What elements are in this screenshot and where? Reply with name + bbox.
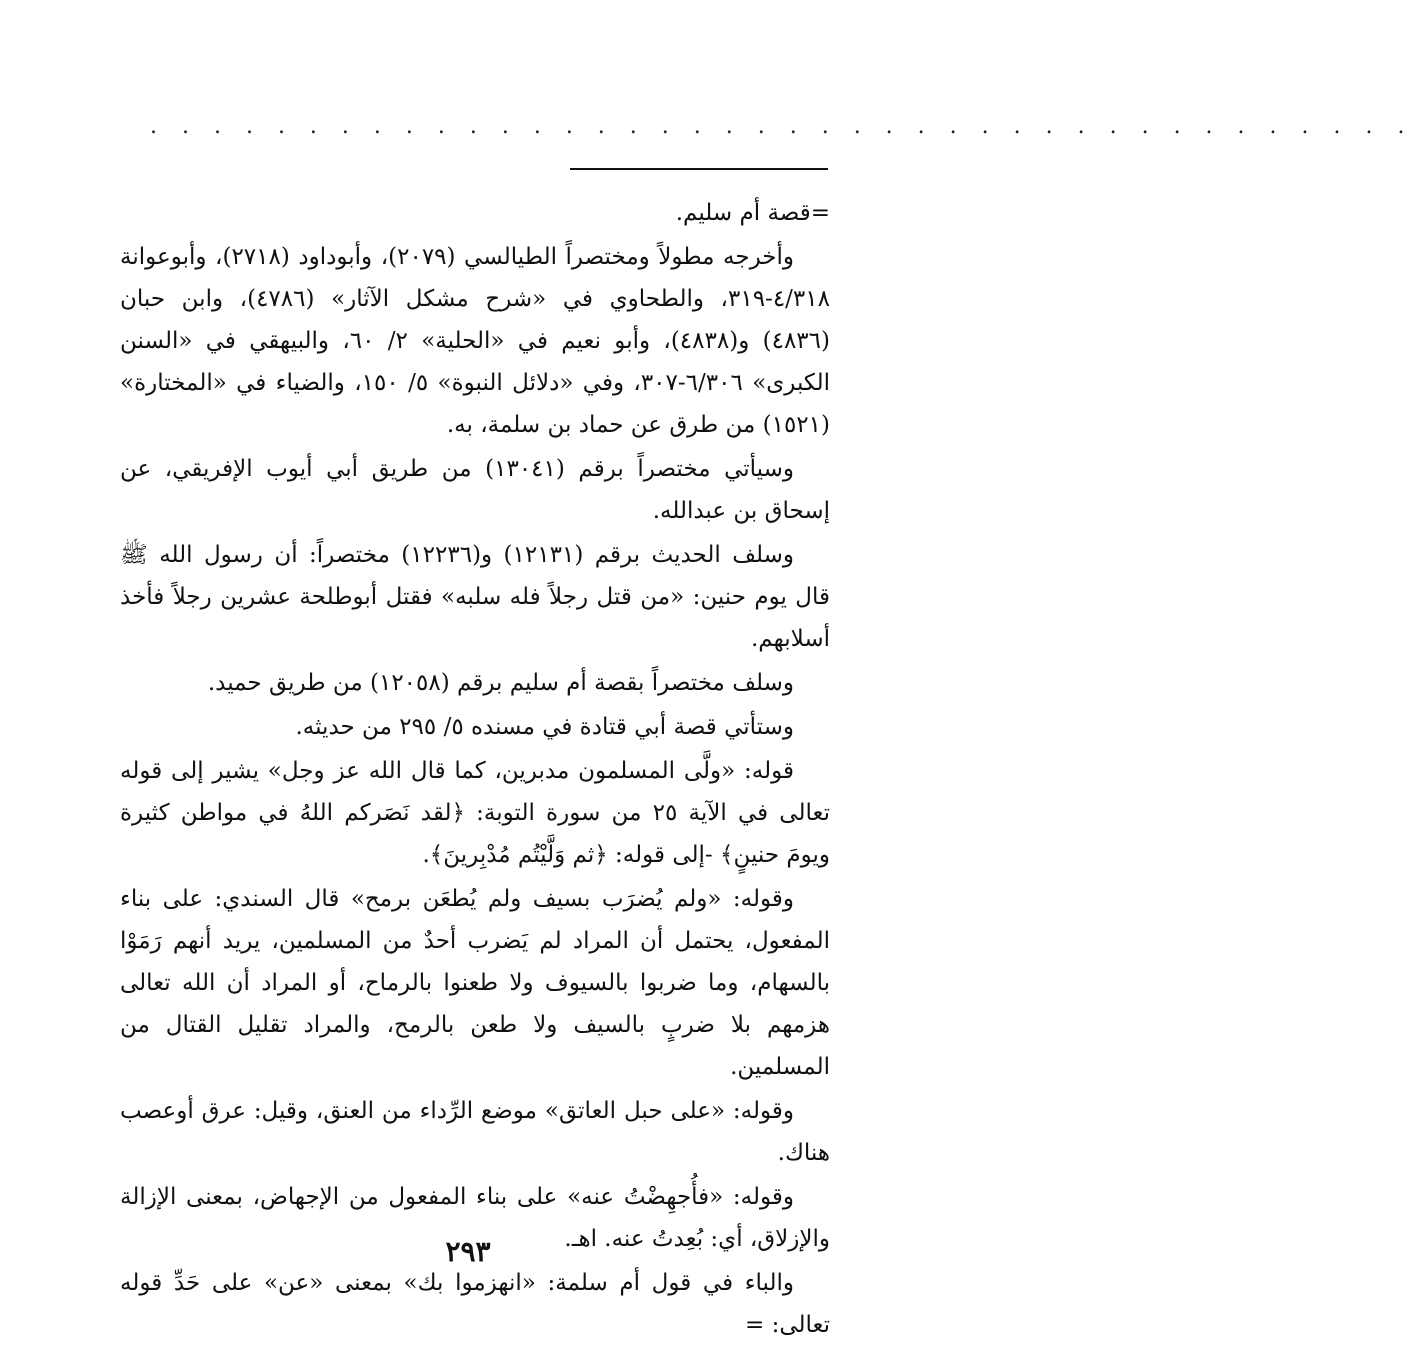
page-number: ٢٩٣ — [445, 1235, 491, 1268]
paragraph: وستأتي قصة أبي قتادة في مسنده ٥/ ٢٩٥ من حديثه. — [295, 714, 794, 740]
paragraph: وأخرجه مطولاً ومختصراً الطيالسي (٢٠٧٩)، وأبوداود (٢٧١٨)، وأبوعوانة ٤/٣١٨-٣١٩، والطحاوي في «شرح مشكل الآثار» (٤٧٨٦)، وابن حبان (٤٨٣٦) و(٤٨٣٨)، وأبو نعيم في «الحلية» ٢/ ٦٠، والبيهقي في «السنن الكبرى» ٦/٣٠٦-٣٠٧، وفي «دلائل النبوة» ٥/ ١٥٠، والضياء في «المختارة» (١٥٢١) من طرق عن حماد بن سلمة، به. — [120, 244, 830, 438]
paragraph: =قصة أم سليم. — [675, 200, 830, 226]
paragraph: وسلف الحديث برقم (١٢١٣١) و(١٢٢٣٦) مختصراً: أن رسول الله ﷺ قال يوم حنين: «من قتل رجلاً فله سلبه» فقتل أبوطلحة عشرين رجلاً فأخذ أسلابهم. — [120, 542, 830, 652]
header-dotted-separator: . . . . . . . . . . . . . . . . . . . . . . . . . . . . . . . . . . . . . . . . — [150, 114, 1413, 139]
paragraph: والباء في قول أم سلمة: «انهزموا بك» بمعنى «عن» على حَدِّ قوله تعالى: = — [120, 1270, 830, 1338]
paragraph: وسلف مختصراً بقصة أم سليم برقم (١٢٠٥٨) من طريق حميد. — [207, 670, 794, 696]
paragraph: قوله: «ولَّى المسلمون مدبرين، كما قال الله عز وجل» يشير إلى قوله تعالى في الآية ٢٥ من سورة التوبة: ﴿لقد نَصَركم اللهُ في مواطن كثيرة ويومَ حنينٍ﴾ -إلى قوله: ﴿ثم وَلَّيْتُم مُدْبِرينَ﴾. — [120, 758, 830, 868]
footnote-body — [120, 192, 830, 1348]
footnote-rule — [570, 168, 828, 170]
paragraph: وقوله: «فأُجهِضْتُ عنه» على بناء المفعول من الإجهاض، بمعنى الإزالة والإزلاق، أي: بُعِدتُ عنه. اهـ. — [120, 1184, 830, 1252]
paragraph: وسيأتي مختصراً برقم (١٣٠٤١) من طريق أبي أيوب الإفريقي، عن إسحاق بن عبدالله. — [120, 456, 830, 524]
paragraph: وقوله: «ولم يُضرَب بسيف ولم يُطعَن برمح» قال السندي: على بناء المفعول، يحتمل أن المراد لم يَضرب أحدٌ من المسلمين، يريد أنهم رَمَوْا بالسهام، وما ضربوا بالسيوف ولا طعنوا بالرماح، أو المراد أن الله تعالى هزمهم بلا ضربٍ بالسيف ولا طعن بالرمح، والمراد تقليل القتال من المسلمين. — [120, 886, 830, 1080]
paragraph: وقوله: «على حبل العاتق» موضع الرِّداء من العنق، وقيل: عرق أوعصب هناك. — [120, 1098, 830, 1166]
